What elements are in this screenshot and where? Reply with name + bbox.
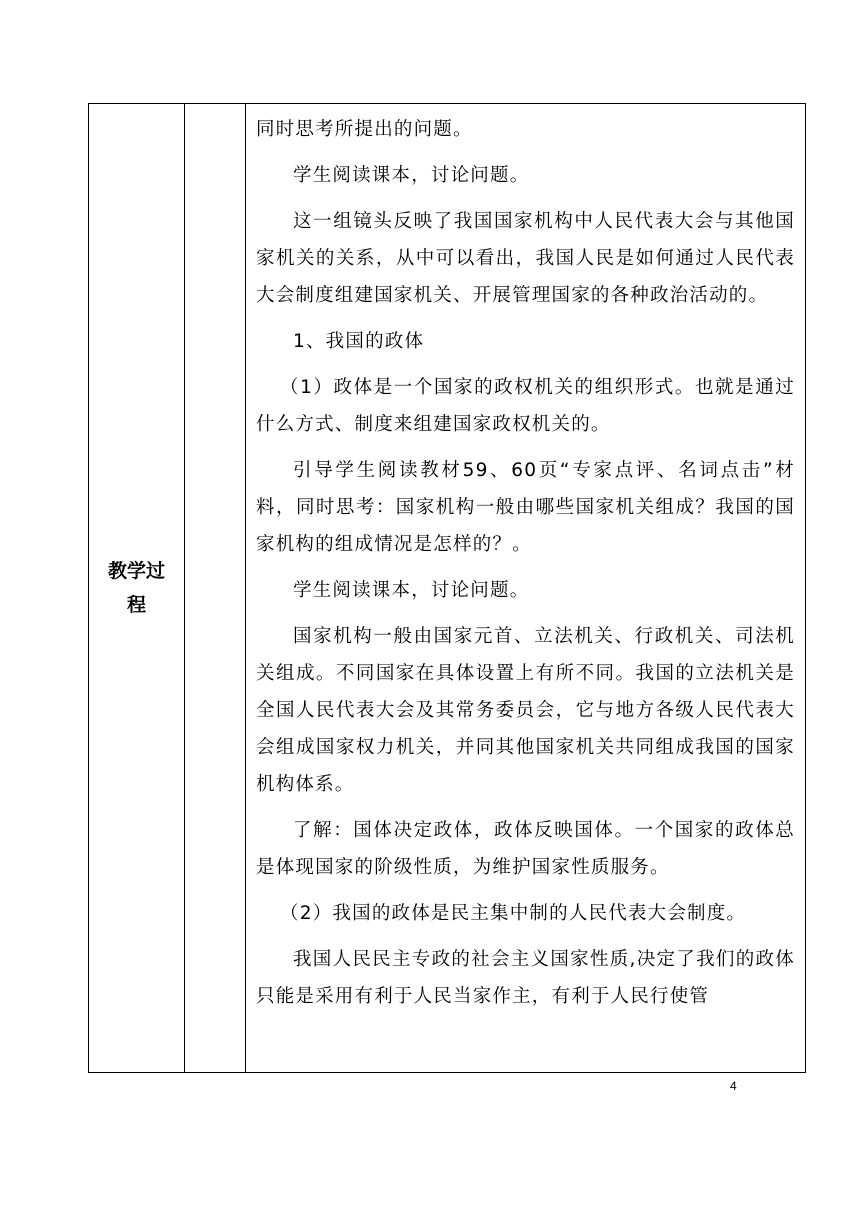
row-label: 教学过程 — [107, 560, 165, 616]
page-number: 4 — [730, 1079, 737, 1093]
paragraph: 学生阅读课本，讨论问题。 — [293, 165, 530, 186]
paragraph: 我国人民民主专政的社会主义国家性质,决定了我们的政体只能是采用有利于人民当家作主，有利于人民行使管 — [256, 949, 795, 1007]
column-divider-1 — [184, 104, 185, 1072]
content-cell — [246, 104, 805, 1072]
paragraph: 国家机构一般由国家元首、立法机关、行政机关、司法机关组成。不同国家在具体设置上有所不同。我国的立法机关是全国人民代表大会及其常务委员会，它与地方各级人民代表大会组成国家权力机关，并同其他国家机关共同组成我国的国家机构体系。 — [256, 626, 795, 795]
section-heading: 1、我国的政体 — [293, 331, 425, 352]
paragraph: （2）我国的政体是民主集中制的人民代表大会制度。 — [280, 903, 747, 924]
paragraph: 这一组镜头反映了我国国家机构中人民代表大会与其他国家机关的关系，从中可以看出，我国人民是如何通过人民代表大会制度组建国家机关、开展管理国家的各种政治活动的。 — [256, 211, 795, 306]
paragraph: 同时思考所提出的问题。 — [256, 119, 473, 140]
paragraph: 了解：国体决定政体，政体反映国体。一个国家的政体总是体现国家的阶级性质，为维护国家性质服务。 — [256, 820, 795, 878]
paragraph: 学生阅读课本，讨论问题。 — [293, 580, 530, 601]
lesson-plan-table — [88, 103, 806, 1073]
paragraph: 引导学生阅读教材59、60页“专家点评、名词点击”材料，同时思考：国家机构一般由哪些国家机关组成？我国的国家机构的组成情况是怎样的？。 — [256, 460, 795, 555]
row-label-cell — [89, 104, 184, 1072]
paragraph: （1）政体是一个国家的政权机关的组织形式。也就是通过什么方式、制度来组建国家政权机关的。 — [256, 377, 795, 435]
